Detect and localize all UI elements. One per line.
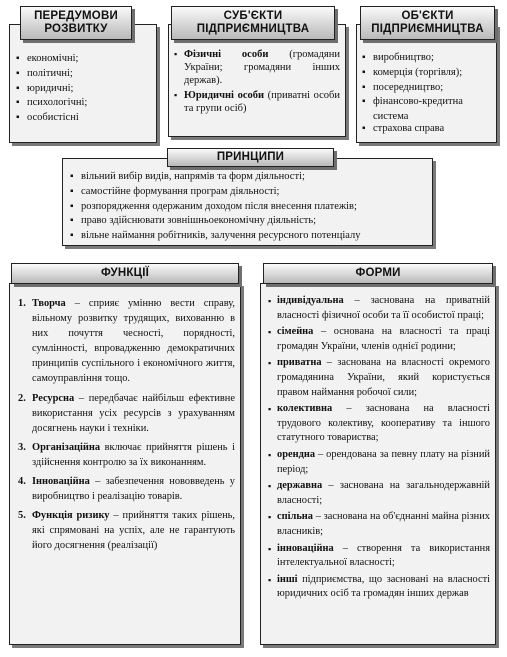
forms-item <box>268 573 490 602</box>
forms-term: інноваційна <box>277 542 334 554</box>
forms-list <box>268 294 490 604</box>
forms-term: інші <box>277 573 298 585</box>
principles-item: ▪ вільний вибір видів, напрямів та форм діяльності; <box>70 170 430 185</box>
forms-item <box>268 402 490 446</box>
forms-header <box>263 263 493 284</box>
forms-term: колективна <box>277 403 333 415</box>
objects-item: ▪ комерція (торгівля); <box>362 66 492 81</box>
prerequisites-item: ▪ політичні; <box>16 67 152 82</box>
functions-item <box>18 391 235 436</box>
prerequisites-title: ПЕРЕДУМОВИ РОЗВИТКУ <box>34 10 118 35</box>
prerequisites-item: ▪ юридичні; <box>16 82 152 97</box>
forms-term: державна <box>277 480 323 492</box>
forms-item <box>268 479 490 508</box>
functions-desc: включає прийняття рішень і здійснення контролю за їх виконанням. <box>32 441 235 468</box>
functions-term: Творча <box>32 298 66 309</box>
objects-item: ▪ посередництво; <box>362 81 492 96</box>
functions-desc: – забезпечення нововведень у виробництво і реалізацію товарів. <box>32 476 235 503</box>
principles-list <box>70 170 430 244</box>
subjects-desc: (громадяни України; громадяни інших держав). <box>184 49 340 87</box>
objects-item: ▪ фінансово-кредитна система <box>362 95 492 125</box>
forms-term: орендна <box>277 448 316 460</box>
subjects-desc: (приватні особи та групи осіб) <box>184 89 340 114</box>
forms-item <box>268 448 490 477</box>
forms-term: індивідуальна <box>277 295 344 306</box>
prerequisites-item: ▪ психологічні; <box>16 96 152 111</box>
functions-item <box>18 296 235 387</box>
forms-desc: – заснована на власності окремого громадянина України, який користується правом наймання робочої сили; <box>277 357 490 398</box>
functions-number: 4. <box>18 476 26 488</box>
forms-item <box>268 542 490 571</box>
forms-item <box>268 510 490 539</box>
subjects-term: Фізичні особи <box>184 49 269 60</box>
functions-number: 5. <box>18 510 26 522</box>
functions-term: Ресурсна <box>32 392 75 404</box>
functions-header <box>11 263 239 284</box>
functions-term: Організаційна <box>32 441 101 453</box>
forms-desc: – заснована на загальнодержавній власності; <box>277 480 490 506</box>
forms-desc: – створення та використання інтелектуальної власності; <box>277 542 490 569</box>
functions-number: 2. <box>18 392 26 404</box>
functions-item <box>18 474 235 504</box>
objects-header <box>360 6 495 40</box>
forms-term: сімейна <box>277 326 314 338</box>
subjects-header <box>171 6 335 40</box>
functions-desc: – сприяє умінню вести справу, вільному розвитку трудящих, вихованню в них почуття чесності, порядності, сумлінності, впровадженню демократичних принципів суспільного і економічного життя, самоуправління тощо. <box>32 298 235 385</box>
forms-desc: – заснована на об'єднанні майна різних власників; <box>277 511 490 537</box>
subjects-item-individuals: ▪ Фізичні особи (громадяни України; громадяни інших держав). <box>174 49 340 87</box>
prerequisites-list <box>16 52 152 126</box>
functions-term: Інноваційна <box>32 476 90 488</box>
prerequisites-item: ▪ особистісні <box>16 111 152 126</box>
principles-item: ▪ розпорядження одержаним доходом після внесення платежів; <box>70 200 430 215</box>
forms-desc: – основана на власності та праці громадян України, членів однієї родини; <box>277 326 490 352</box>
forms-term: приватна <box>277 357 322 369</box>
forms-desc: – заснована на приватній власності фізичної особи та її особистої праці; <box>277 295 490 321</box>
functions-item <box>18 508 235 553</box>
subjects-list <box>174 48 340 115</box>
functions-desc: – передбачає найбільш ефективне використання усіх ресурсів з урахуванням досягнень науки і техніки. <box>32 392 235 434</box>
forms-item <box>268 356 490 400</box>
principles-item: ▪ право здійснювати зовнішньоекономічну діяльність; <box>70 214 430 229</box>
objects-item: ▪ виробництво; <box>362 51 492 66</box>
functions-desc: – прийняття таких рішень, які спрямовані на успіх, але не гарантують його досягнення (реалізації) <box>32 510 235 552</box>
principles-item: ▪ вільне наймання робітників, залучення ресурсного потенціалу <box>70 229 430 244</box>
forms-desc: підприємства, що засновані на власності юридичних осіб та громадян інших держав <box>277 573 490 600</box>
principles-item: ▪ самостійне формування програм діяльності; <box>70 185 430 200</box>
forms-title: ФОРМИ <box>355 267 401 279</box>
functions-term: Функція ризику <box>32 510 110 522</box>
forms-term: спільна <box>277 511 313 523</box>
subjects-title: СУБ'ЄКТИ ПІДПРИЄМНИЦТВА <box>196 10 310 35</box>
principles-header <box>167 148 334 167</box>
forms-desc: – заснована на власності трудового колективу, кооперативу та іншого статутного товариства; <box>277 403 490 444</box>
functions-title: ФУНКЦІЇ <box>100 267 150 279</box>
functions-item <box>18 440 235 470</box>
functions-list <box>18 296 235 558</box>
functions-number: 3. <box>18 441 26 453</box>
prerequisites-header <box>20 6 132 40</box>
subjects-item-legal-entities: ▪ Юридичні особи (приватні особи та групи осіб) <box>174 89 340 114</box>
objects-list <box>362 51 492 137</box>
objects-title: ОБ'ЄКТИ ПІДПРИЄМНИЦТВА <box>371 10 484 35</box>
forms-item <box>268 294 490 323</box>
principles-title: ПРИНЦИПИ <box>216 151 285 163</box>
subjects-term: Юридичні особи <box>184 89 265 101</box>
forms-item <box>268 325 490 354</box>
forms-desc: – орендована за певну плату на різний період; <box>277 448 490 475</box>
objects-item: ▪ страхова справа <box>362 122 492 137</box>
prerequisites-item: ▪ економічні; <box>16 52 152 67</box>
functions-number: 1. <box>18 298 26 309</box>
